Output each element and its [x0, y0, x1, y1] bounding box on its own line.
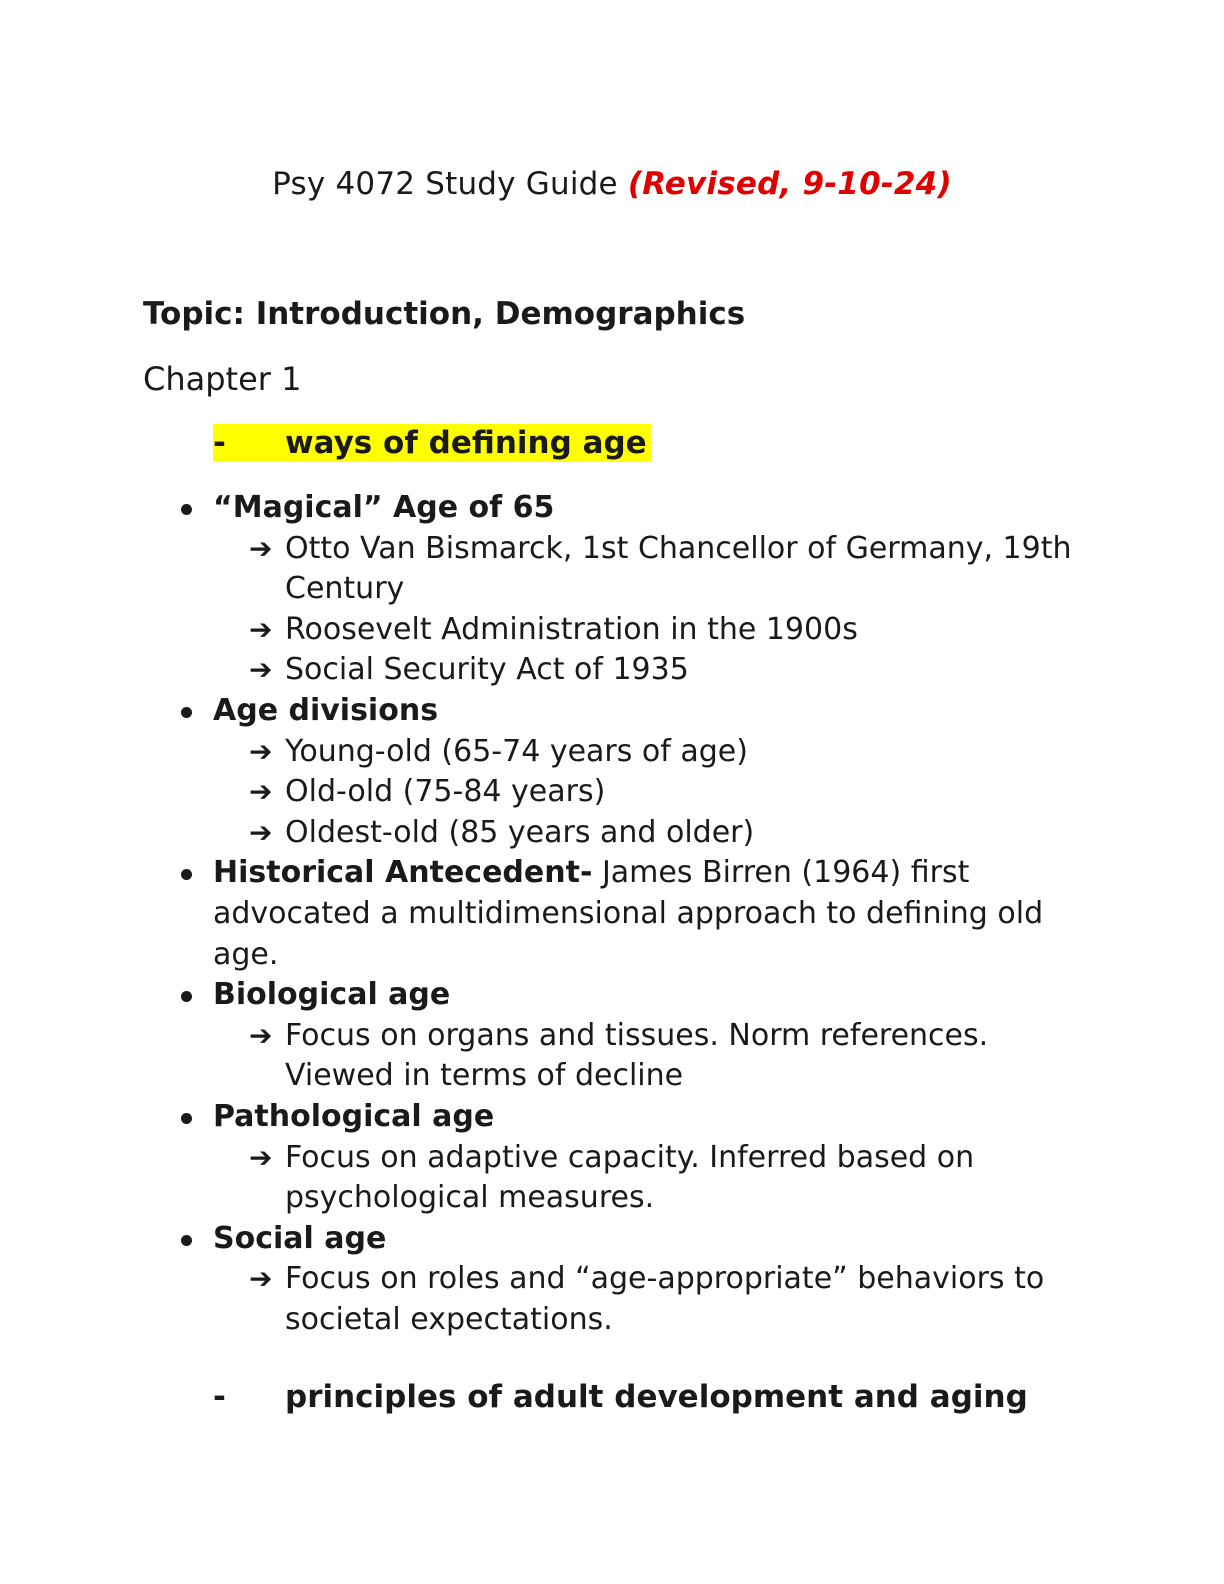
bullet-item — [143, 1219, 1103, 1260]
bullet-label: Social age — [213, 1220, 387, 1256]
bullet-dot-icon — [181, 504, 192, 515]
section-dash: - — [213, 425, 226, 461]
section-heading-defining-age — [213, 424, 651, 462]
bullet-item — [143, 488, 1103, 529]
sub-bullet-text: Roosevelt Administration in the 1900s — [285, 611, 858, 647]
sub-bullet-text: Focus on organs and tissues. Norm references. Viewed in terms of decline — [285, 1017, 989, 1094]
section-heading-text: ways of defining age — [285, 425, 647, 461]
arrow-icon: ➔ — [249, 734, 273, 768]
bullet-item — [143, 975, 1103, 1016]
arrow-icon: ➔ — [249, 531, 273, 565]
arrow-icon: ➔ — [249, 775, 273, 809]
bullet-item — [143, 691, 1103, 732]
bullet-text: James Birren (1964) first advocated a multidimensional approach to defining old age. — [213, 855, 1044, 972]
document-title — [0, 166, 1224, 202]
title-revised-note: (Revised, 9-10-24) — [627, 166, 952, 202]
sub-bullet-text: Old-old (75-84 years) — [285, 774, 606, 810]
arrow-icon: ➔ — [249, 653, 273, 687]
bullet-item — [143, 1097, 1103, 1138]
bullet-dot-icon — [181, 1113, 192, 1124]
chapter-heading: Chapter 1 — [143, 360, 302, 398]
arrow-icon: ➔ — [249, 1140, 273, 1174]
bullet-dot-icon — [181, 707, 192, 718]
bullet-label: Biological age — [213, 977, 451, 1013]
bullet-outline — [143, 488, 1103, 1340]
bullet-label: Age divisions — [213, 692, 439, 728]
sub-bullet-item — [143, 1016, 1103, 1097]
arrow-icon: ➔ — [249, 1262, 273, 1296]
sub-bullet-item — [143, 732, 1103, 773]
sub-bullet-text: Social Security Act of 1935 — [285, 652, 689, 688]
sub-bullet-item — [143, 529, 1103, 610]
bullet-label: “Magical” Age of 65 — [213, 490, 555, 525]
sub-bullet-text: Otto Van Bismarck, 1st Chancellor of Germany, 19th Century — [285, 530, 1072, 607]
bullet-dot-icon — [181, 1235, 192, 1246]
sub-bullet-item — [143, 1138, 1103, 1219]
bullet-label: Pathological age — [213, 1098, 495, 1134]
arrow-icon: ➔ — [249, 612, 273, 646]
sub-bullet-item — [143, 772, 1103, 813]
sub-bullet-text: Oldest-old (85 years and older) — [285, 814, 755, 850]
section-dash: - — [213, 1379, 226, 1415]
topic-heading: Topic: Introduction, Demographics — [143, 296, 746, 332]
bullet-label: Historical Antecedent- — [213, 855, 593, 891]
sub-bullet-text: Focus on adaptive capacity. Inferred based on psychological measures. — [285, 1139, 975, 1216]
sub-bullet-item — [143, 650, 1103, 691]
title-main: Psy 4072 Study Guide — [272, 166, 628, 202]
section-heading-principles — [213, 1378, 1028, 1416]
bullet-dot-icon — [181, 991, 192, 1002]
sub-bullet-item — [143, 813, 1103, 854]
section-heading-text: principles of adult development and aging — [285, 1379, 1028, 1415]
bullet-item — [143, 853, 1103, 975]
arrow-icon: ➔ — [249, 815, 273, 849]
sub-bullet-item — [143, 610, 1103, 651]
bullet-dot-icon — [181, 869, 192, 880]
sub-bullet-text: Focus on roles and “age-appropriate” behaviors to societal expectations. — [285, 1261, 1045, 1337]
sub-bullet-item — [143, 1259, 1103, 1340]
sub-bullet-text: Young-old (65-74 years of age) — [285, 733, 748, 769]
arrow-icon: ➔ — [249, 1018, 273, 1052]
